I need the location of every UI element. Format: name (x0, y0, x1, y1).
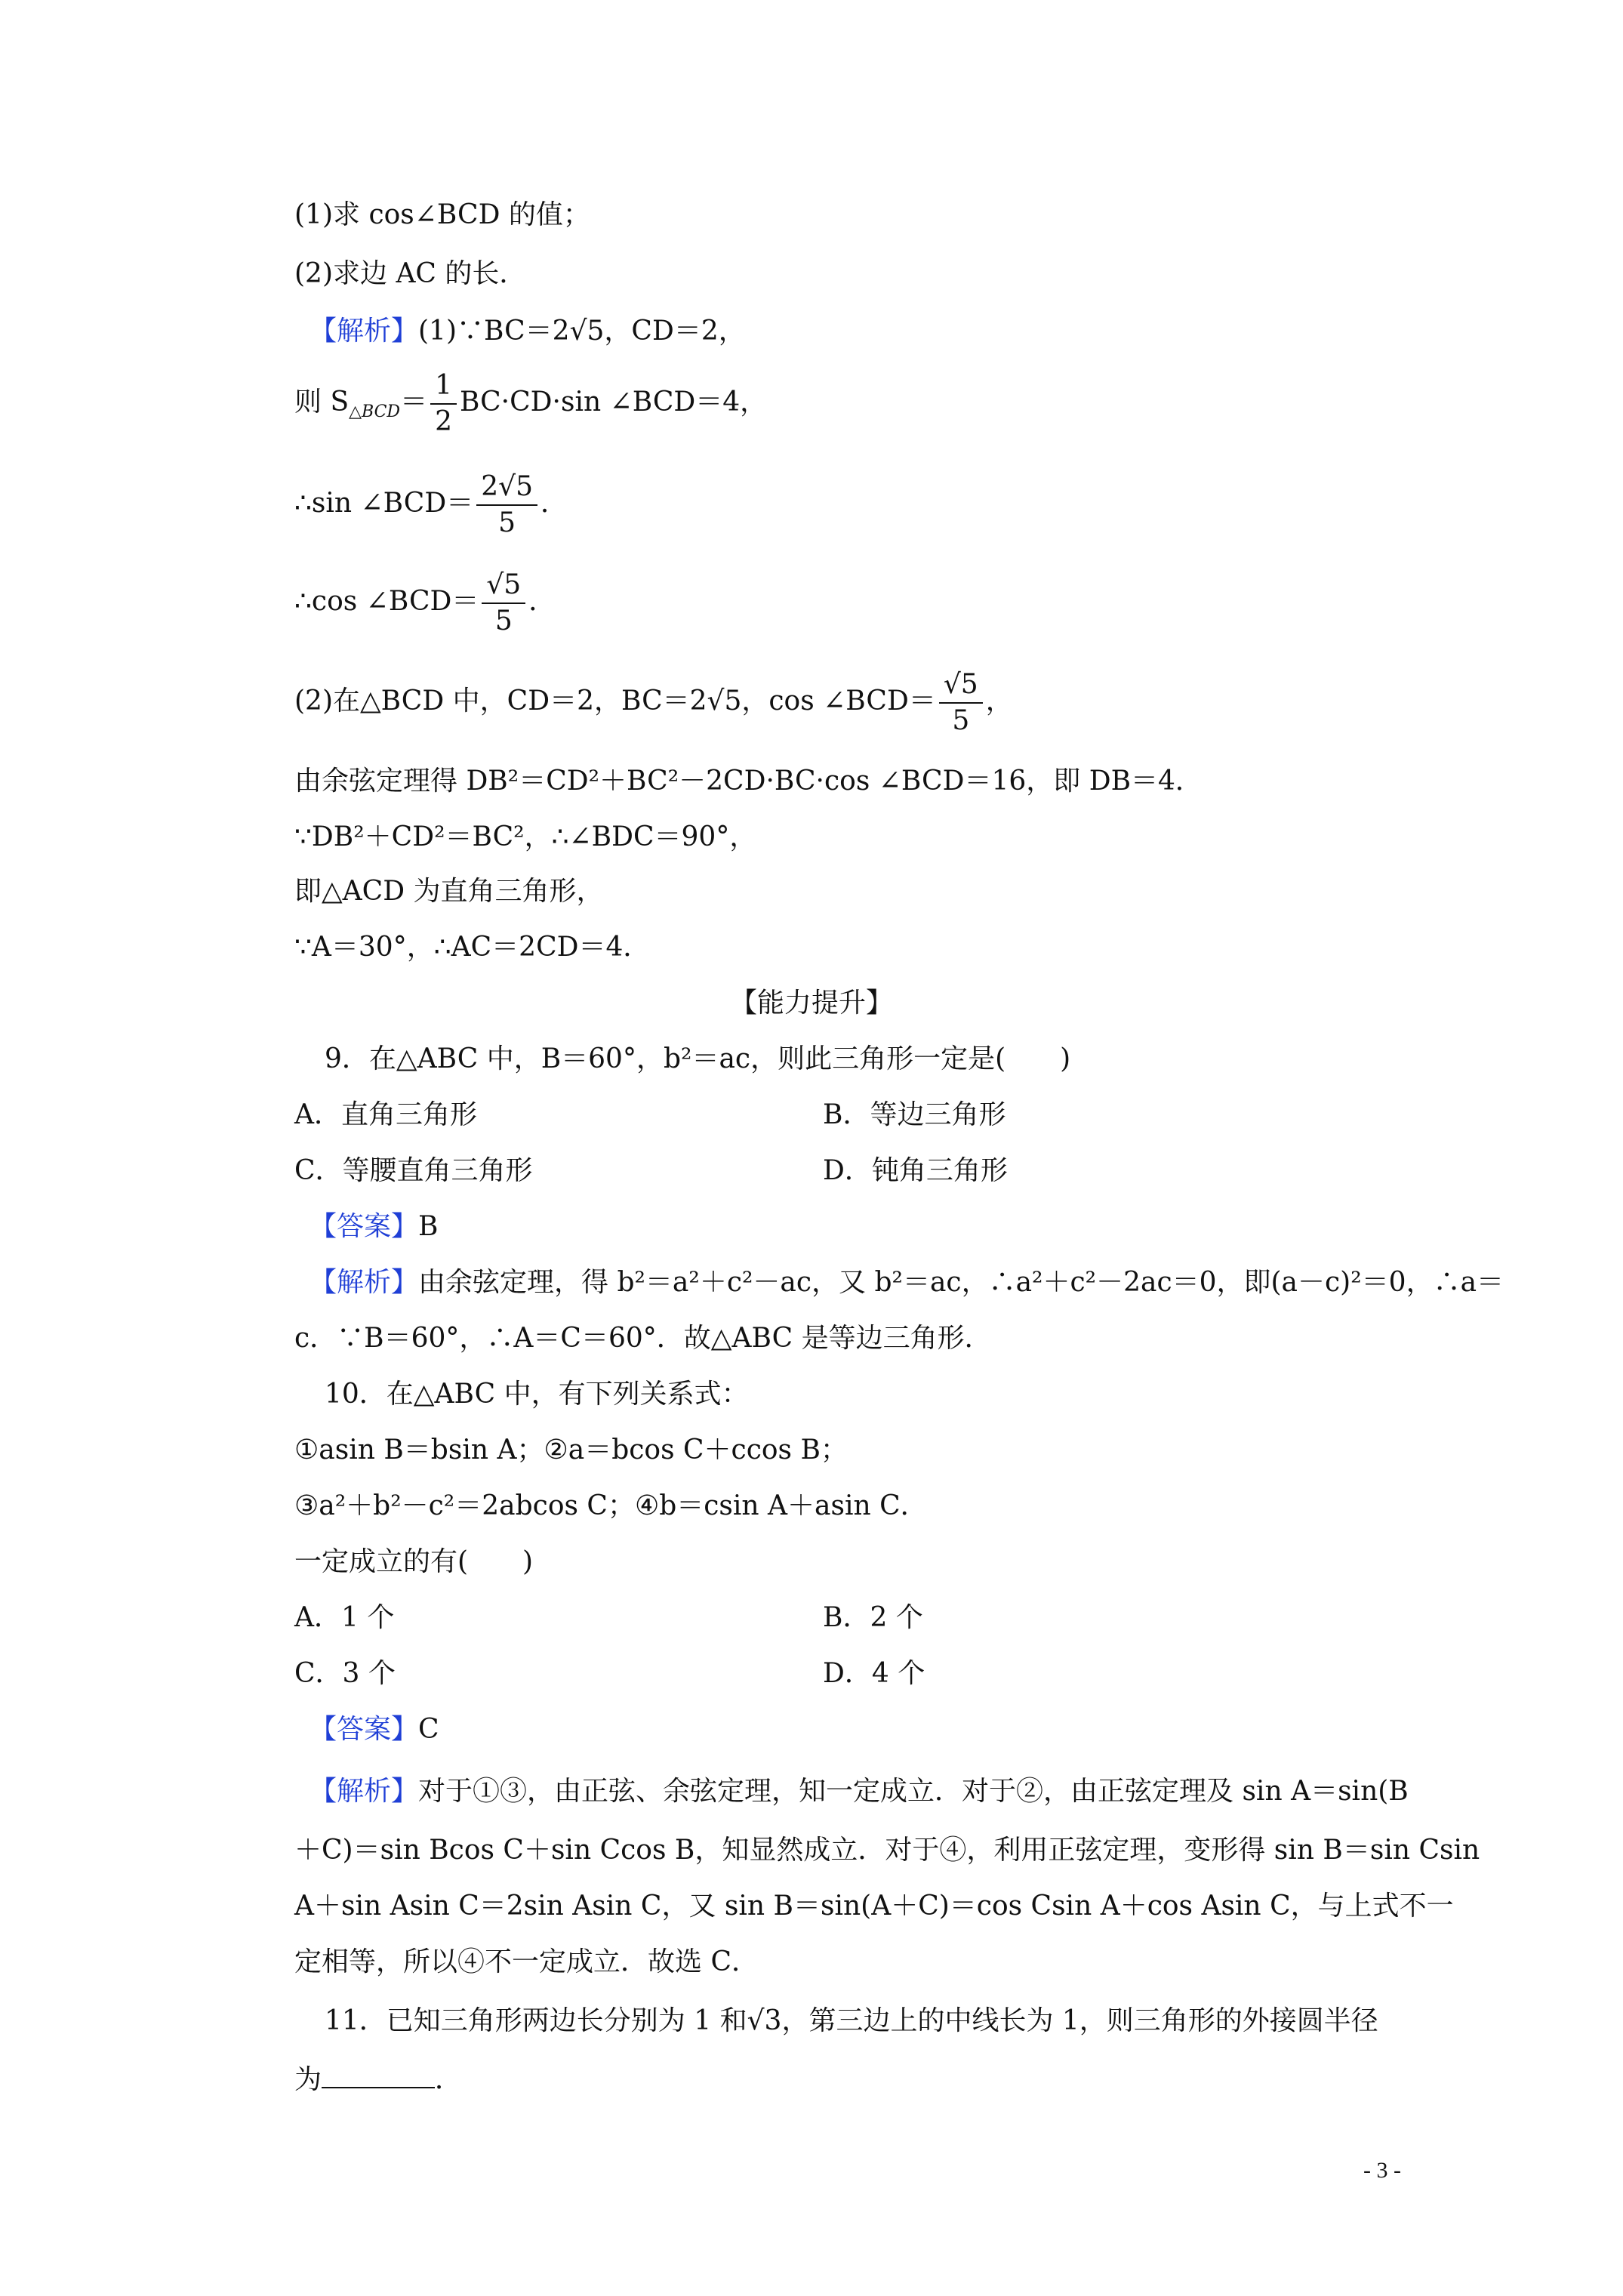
q10-relations-2: ③a²＋b²－c²＝2abcos C；④b＝csin A＋asin C． (294, 1490, 928, 1521)
q10-question: 一定成立的有( ) (294, 1546, 534, 1577)
area-formula-line: 则 $S_{\triangle BCD}=$ $\frac{1}{2}$ BC·CD·sin ∠BCD＝4， (294, 368, 767, 439)
part2-line: (2)在△BCD 中，CD＝2，BC＝2√5，cos ∠BCD＝ $\frac{√5}{5}$ ， (294, 667, 1013, 738)
q9-option-b: B．等边三角形 (823, 1099, 1006, 1130)
q10-stem: 10．在△ABC 中，有下列关系式： (325, 1379, 749, 1410)
fraction: $\frac{√5}{5}$ (939, 667, 983, 738)
q11-stem: 11．已知三角形两边长分别为 1 和√3，第三边上的中线长为 1，则三角形的外接圆半径 (325, 2005, 1378, 2036)
question-part-2: (2)求边 AC 的长． (294, 258, 527, 289)
answer-tag: 【答案】 (310, 1714, 419, 1745)
fraction: $\frac{2√5}{5}$ (476, 470, 537, 541)
triangle-line: 即△ACD 为直角三角形， (294, 876, 604, 907)
solution-line: 【解析】(1)∵BC＝2√5，CD＝2， (310, 316, 746, 347)
q10-solution-1: 【解析】对于①③，由正弦、余弦定理，知一定成立．对于②，由正弦定理及 sin A＝sin(B (310, 1776, 1409, 1807)
page-number: - 3 - (1363, 2158, 1401, 2183)
answer-blank[interactable] (322, 2064, 435, 2088)
q10-option-c: C．3 个 (294, 1658, 396, 1689)
q10-solution-2: ＋C)＝sin Bcos C＋sin Ccos B，知显然成立．对于④，利用正弦定理，变形得 sin B＝sin Csin (294, 1835, 1480, 1866)
solution-tag: 【解析】 (310, 1267, 419, 1298)
q10-relations-1: ①asin B＝bsin A；②a＝bcos C＋ccos B； (294, 1435, 848, 1465)
result-line: ∵A＝30°，∴AC＝2CD＝4． (294, 932, 651, 963)
fraction: $\frac{√5}{5}$ (482, 568, 525, 639)
q10-solution-3: A＋sin Asin C＝2sin Asin C，又 sin B＝sin(A＋C)＝cos Csin A＋cos Asin C，与上式不一 (294, 1891, 1454, 1922)
q10-option-b: B．2 个 (823, 1602, 923, 1633)
q10-option-a: A．1 个 (294, 1602, 395, 1633)
cos-result-line: ∴cos ∠BCD＝ $\frac{√5}{5}$ ． (294, 568, 556, 639)
solution-tag: 【解析】 (310, 1776, 419, 1807)
q10-answer: 【答案】C (310, 1714, 439, 1745)
fraction: $\frac{1}{2}$ (430, 368, 457, 439)
answer-tag: 【答案】 (310, 1211, 419, 1242)
q9-option-c: C．等腰直角三角形 (294, 1155, 533, 1186)
sin-result-line: ∴sin ∠BCD＝ $\frac{2√5}{5}$ ． (294, 470, 568, 541)
q9-option-d: D．钝角三角形 (823, 1155, 1008, 1186)
section-title: 【能力提升】 (729, 988, 893, 1019)
q10-solution-4: 定相等，所以④不一定成立．故选 C． (294, 1946, 759, 1977)
q9-stem: 9．在△ABC 中，B＝60°，b²＝ac，则此三角形一定是( ) (325, 1043, 1071, 1074)
q9-option-a: A．直角三角形 (294, 1099, 477, 1130)
question-part-1: (1)求 cos∠BCD 的值； (294, 199, 590, 230)
q9-solution-2: c．∵B＝60°，∴A＝C＝60°．故△ABC 是等边三角形． (294, 1323, 992, 1354)
solution-tag: 【解析】 (310, 316, 419, 347)
q11-blank-line: 为 ． (294, 2064, 463, 2095)
right-angle-line: ∵DB²＋CD²＝BC²，∴∠BDC＝90°， (294, 821, 757, 852)
q9-solution-1: 【解析】由余弦定理，得 b²＝a²＋c²－ac，又 b²＝ac，∴a²＋c²－2ac＝0，即(a－c)²＝0，∴a＝ (310, 1267, 1504, 1298)
q9-answer: 【答案】B (310, 1211, 439, 1242)
q10-option-d: D．4 个 (823, 1658, 925, 1689)
cosine-law-line: 由余弦定理得 DB²＝CD²＋BC²－2CD·BC·cos ∠BCD＝16，即 DB＝4． (294, 766, 1203, 797)
